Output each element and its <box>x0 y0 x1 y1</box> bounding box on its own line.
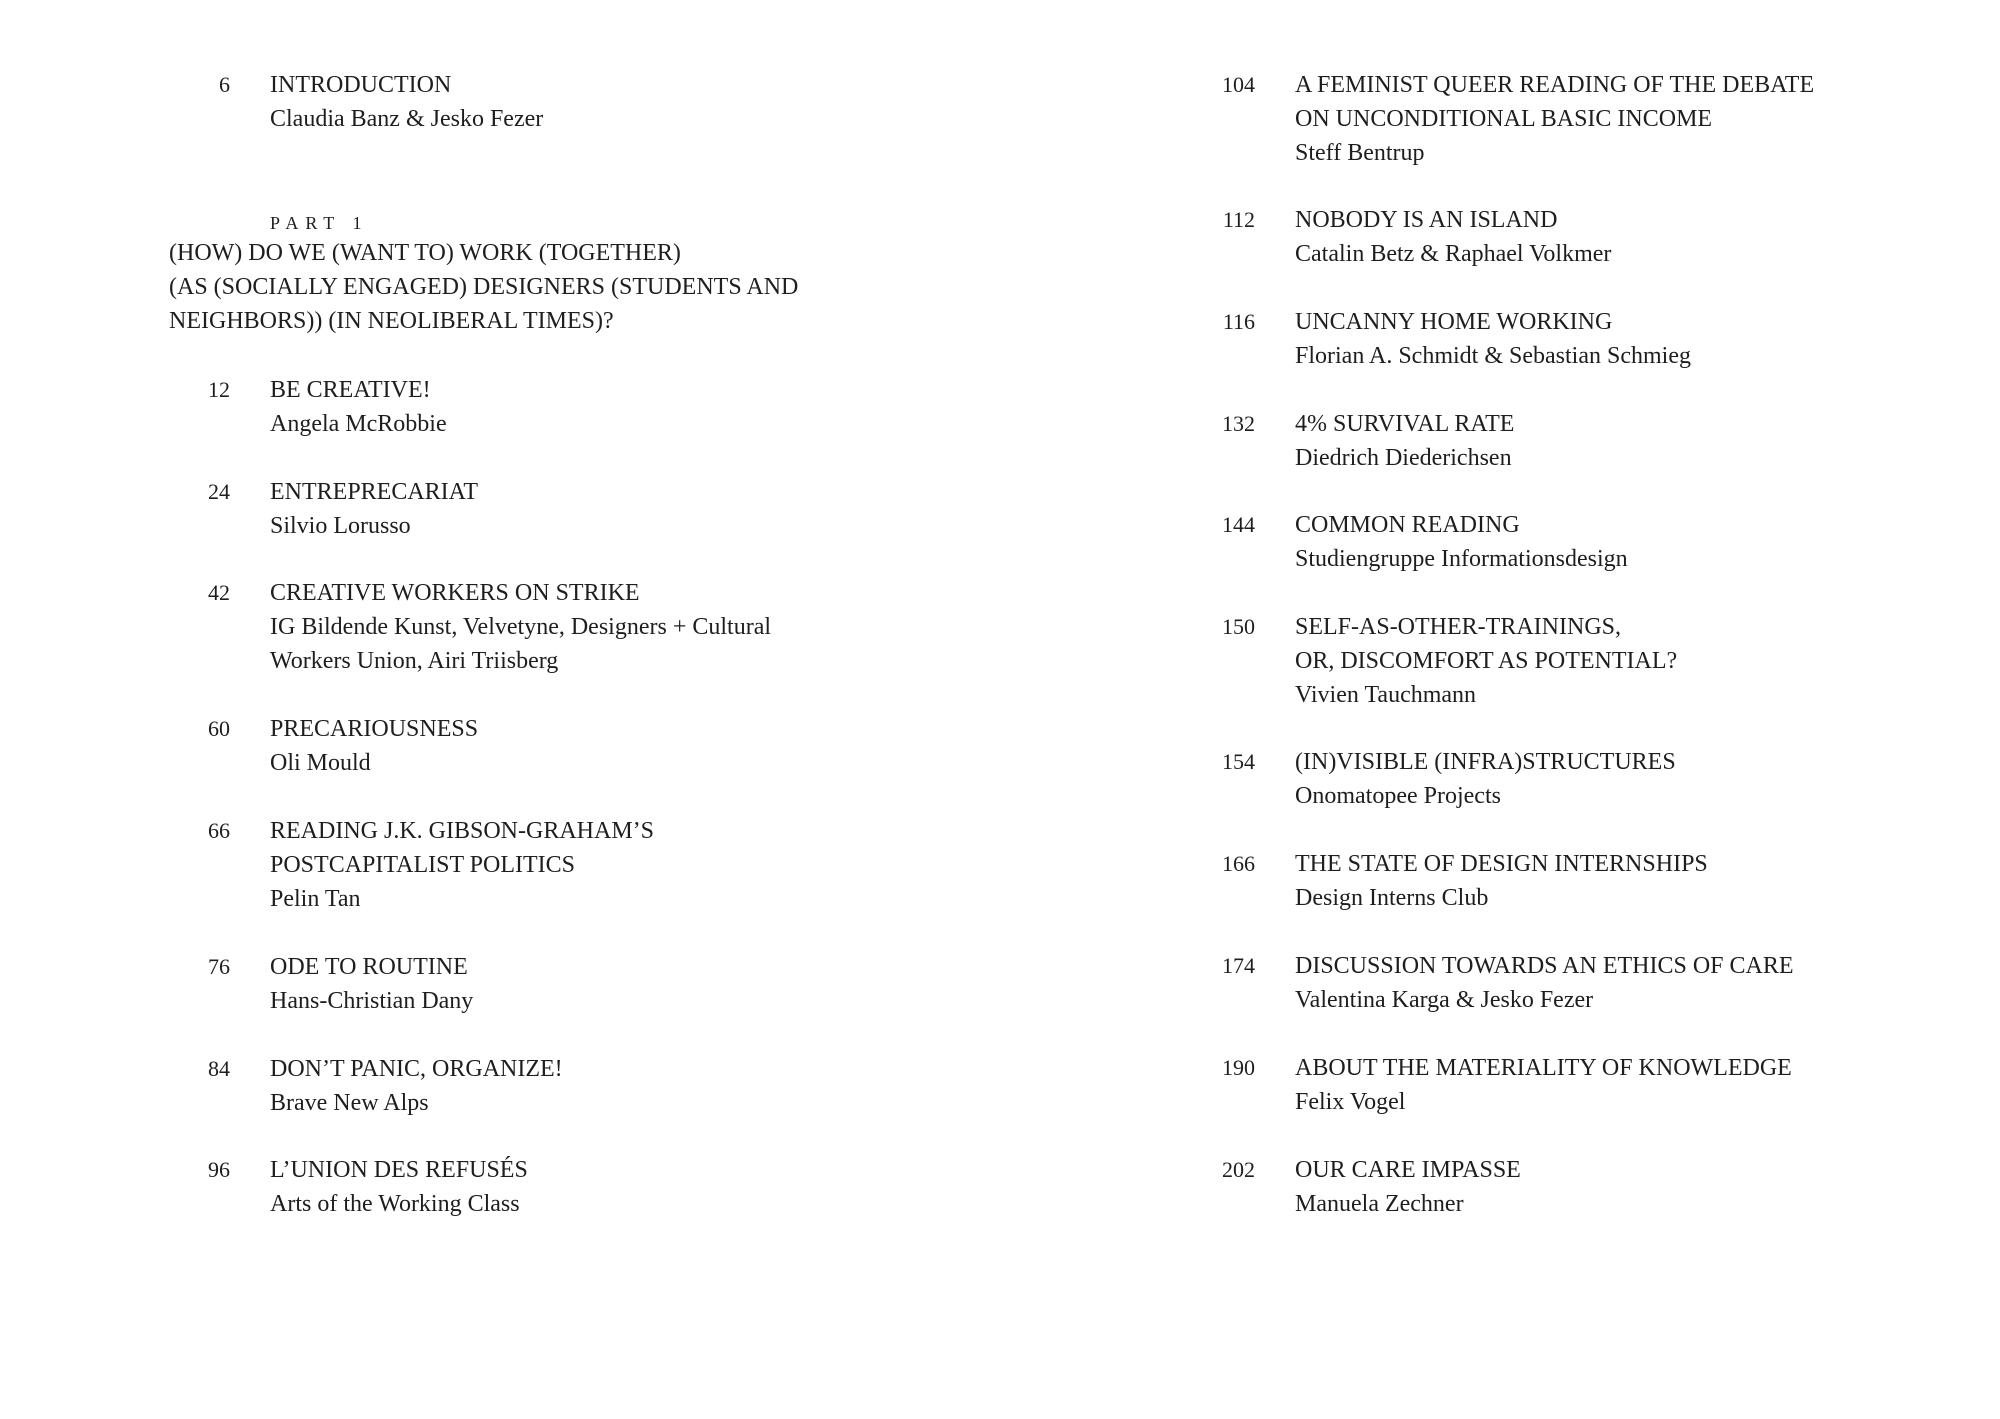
entry-title: COMMON READING <box>1295 512 1520 538</box>
entry-author: Onomatopee Projects <box>1295 783 1501 809</box>
entry-title: BE CREATIVE! <box>270 377 431 403</box>
entry-title: CREATIVE WORKERS ON STRIKE <box>270 580 640 606</box>
entry-title: READING J.K. GIBSON-GRAHAM’S <box>270 818 655 844</box>
entry-author: Arts of the Working Class <box>270 1191 520 1217</box>
entry-title: ABOUT THE MATERIALITY OF KNOWLEDGE <box>1295 1055 1792 1081</box>
entry-title: ENTREPRECARIAT <box>270 479 479 505</box>
entry-author: Oli Mould <box>270 750 371 776</box>
page-number: 104 <box>1222 72 1255 97</box>
page-number: 190 <box>1222 1055 1255 1080</box>
entry-title: THE STATE OF DESIGN INTERNSHIPS <box>1295 851 1708 877</box>
entry-author: Felix Vogel <box>1295 1089 1406 1115</box>
part-heading <box>169 236 798 338</box>
entry-title: ODE TO ROUTINE <box>270 954 468 980</box>
part-heading-line: NEIGHBORS)) (IN NEOLIBERAL TIMES)? <box>169 308 614 334</box>
part-heading-line: (HOW) DO WE (WANT TO) WORK (TOGETHER) <box>169 240 681 266</box>
entry-author: Diedrich Diederichsen <box>1295 445 1512 471</box>
page-number: 174 <box>1222 953 1255 978</box>
page-number: 112 <box>1222 207 1255 232</box>
entry-author: Studiengruppe Informationsdesign <box>1295 546 1628 572</box>
entry-title: PRECARIOUSNESS <box>270 716 479 742</box>
entry-title: UNCANNY HOME WORKING <box>1295 309 1613 335</box>
page-number: 144 <box>1222 512 1255 537</box>
entry-author: Vivien Tauchmann <box>1295 682 1477 708</box>
entry-author: Valentina Karga & Jesko Fezer <box>1295 987 1594 1013</box>
entry-author: Catalin Betz & Raphael Volkmer <box>1295 241 1612 267</box>
page-number: 96 <box>208 1157 230 1182</box>
page-number: 66 <box>208 818 230 843</box>
page-number: 166 <box>1222 851 1255 876</box>
page-number: 202 <box>1222 1157 1255 1182</box>
entry-author: Workers Union, Airi Triisberg <box>270 648 559 674</box>
entry-author: Pelin Tan <box>270 886 361 912</box>
part-heading-line: (AS (SOCIALLY ENGAGED) DESIGNERS (STUDENTS AND <box>169 274 799 300</box>
entry-title: L’UNION DES REFUSÉS <box>270 1157 528 1183</box>
entry-title: POSTCAPITALIST POLITICS <box>270 852 576 878</box>
entry-title: ON UNCONDITIONAL BASIC INCOME <box>1295 106 1713 132</box>
entry-author: Angela McRobbie <box>270 411 447 437</box>
page-number: 42 <box>208 580 230 605</box>
entry-title: SELF-AS-OTHER-TRAININGS, <box>1295 614 1621 640</box>
entry-title: DISCUSSION TOWARDS AN ETHICS OF CARE <box>1295 953 1794 979</box>
entry-title: INTRODUCTION <box>270 72 452 98</box>
entry-title: OR, DISCOMFORT AS POTENTIAL? <box>1295 648 1678 674</box>
entry-author: Claudia Banz & Jesko Fezer <box>270 106 544 132</box>
entry-title: A FEMINIST QUEER READING OF THE DEBATE <box>1295 72 1815 98</box>
page-number: 154 <box>1222 749 1255 774</box>
entry-author: Silvio Lorusso <box>270 513 411 539</box>
page-number: 24 <box>208 479 230 504</box>
entry-author: Brave New Alps <box>270 1090 429 1116</box>
entry-author: Hans-Christian Dany <box>270 988 474 1014</box>
entry-author: Steff Bentrup <box>1295 140 1425 166</box>
entry-title: OUR CARE IMPASSE <box>1295 1157 1521 1183</box>
entry-title: (IN)VISIBLE (INFRA)STRUCTURES <box>1295 749 1676 775</box>
page-number: 150 <box>1222 614 1255 639</box>
page-number: 132 <box>1222 411 1255 436</box>
entry-title: NOBODY IS AN ISLAND <box>1295 207 1558 233</box>
entry-author: Manuela Zechner <box>1295 1191 1464 1217</box>
entry-author: IG Bildende Kunst, Velvetyne, Designers + Cultural <box>270 614 772 640</box>
part-label: PART 1 <box>270 213 369 233</box>
page-number: 12 <box>208 377 230 402</box>
page-number: 116 <box>1222 309 1255 334</box>
page-number: 60 <box>208 716 230 741</box>
entry-author: Design Interns Club <box>1295 885 1489 911</box>
entry-title: 4% SURVIVAL RATE <box>1295 411 1515 437</box>
page-number: 6 <box>219 72 230 97</box>
page-number: 84 <box>208 1056 230 1081</box>
page-number: 76 <box>208 954 230 979</box>
entry-title: DON’T PANIC, ORGANIZE! <box>270 1056 563 1082</box>
entry-author: Florian A. Schmidt & Sebastian Schmieg <box>1295 343 1691 369</box>
